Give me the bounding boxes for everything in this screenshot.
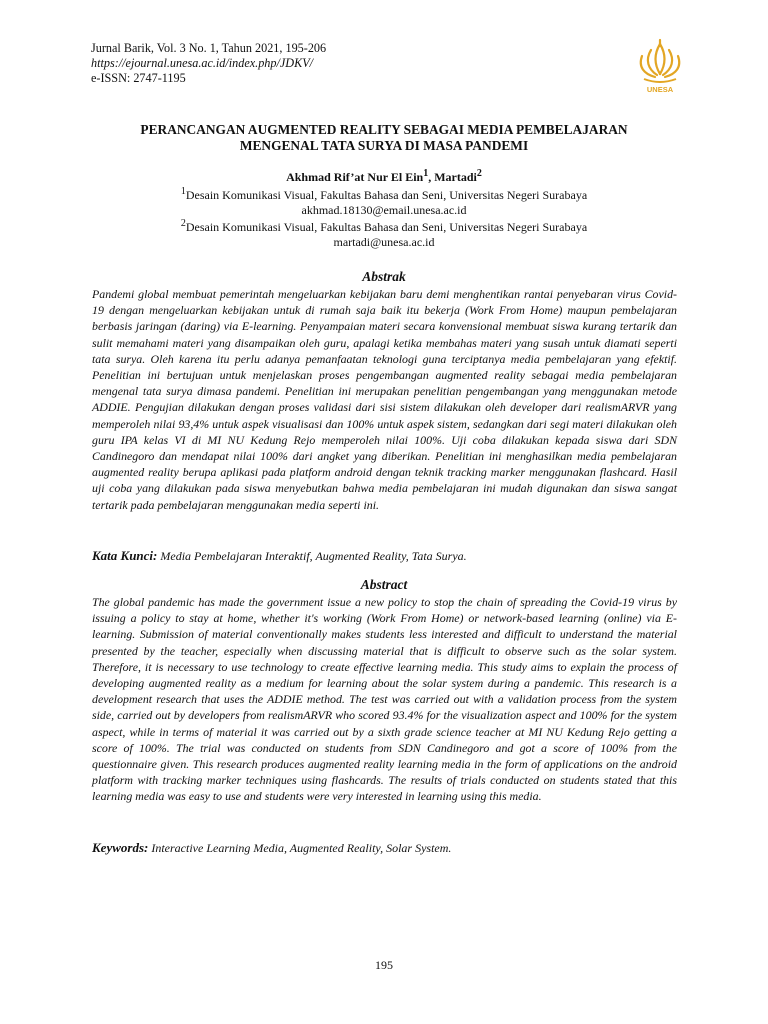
paper-title	[80, 122, 688, 154]
affiliation-2	[80, 217, 688, 235]
email-2[interactable]: martadi@unesa.ac.id	[333, 235, 435, 250]
kata-kunci-label: Kata Kunci:	[92, 548, 158, 563]
affiliation-2-sup: 2	[180, 218, 186, 230]
page-number: 195	[375, 958, 393, 972]
keywords-label: Keywords:	[92, 840, 149, 855]
affiliation-2-text: Desain Komunikasi Visual, Fakultas Bahasa dan Seni, Universitas Negeri Surabaya	[185, 220, 588, 235]
author-1: Akhmad Rif’at Nur El Ein	[286, 170, 424, 184]
keywords	[92, 840, 677, 856]
title-line-1: PERANCANGAN AUGMENTED REALITY SEBAGAI MEDIA PEMBELAJARAN	[140, 122, 628, 137]
abstrak-text: Pandemi global membuat pemerintah mengeluarkan kebijakan baru demi menghentikan rantai penyebaran virus Covid-19 dengan mengeluarkan kebijakan untuk di rumah saja baik itu bekerja (Work From Home) maupun pembelajaran berbasis jaringan (daring) via E-learning. Penyampaian materi secara konvensional membuat siswa kurang tertarik dan sulit memahami materi yang disampaikan oleh guru, apalagi ketika membahas materi yang susah untuk diamati seperti tata surya. Oleh karena itu perlu adanya pemanfaatan teknologi guna terciptanya media pembelajaran yang efektif. Penelitian ini bertujuan untuk menjelaskan proses pengembangan augmented reality sebagai media pembelajaran mengenal tata surya dimasa pandemi. Penelitian ini merupakan penelitian pengembangan yang menggunakan metode ADDIE. Pengujian dilakukan dengan proses validasi dari sisi sistem dilakukan oleh developer dari realismARVR yang memperoleh nilai 93,4% untuk aspek visualisasi dan 100% untuk aspek sistem, sedangkan dari segi materi dilakukan oleh guru IPA kelas VI di MI NU Kedung Rejo memperoleh nilai 100%. Uji coba dilakukan kepada siswa dari SDN Candinegoro dan mendapat nilai 100% dari angket yang diberikan. Penelitian ini menghasilkan media pembelajaran augmented reality berupa aplikasi pada platform android dengan teknik tracking marker menggunakan flashcard. Hasil uji coba yang dilakukan pada siswa menyebutkan bahwa media pembelajaran ini mudah digunakan dan siswa sangat tertarik pada pembelajaran menggunakan media seperti ini.	[92, 287, 677, 512]
author-names	[80, 167, 688, 185]
affiliation-1-text: Desain Komunikasi Visual, Fakultas Bahasa dan Seni, Universitas Negeri Surabaya	[185, 187, 588, 202]
author-2-sup: 2	[476, 168, 482, 179]
keywords-text: Interactive Learning Media, Augmented Reality, Solar System.	[151, 841, 452, 855]
kata-kunci	[92, 548, 677, 564]
journal-issn: e-ISSN: 2747-1195	[91, 71, 186, 85]
title-line-2: MENGENAL TATA SURYA DI MASA PANDEMI	[239, 138, 529, 153]
author-block	[80, 167, 688, 250]
affiliation-1	[80, 185, 688, 203]
journal-citation: Jurnal Barik, Vol. 3 No. 1, Tahun 2021, 195-206	[91, 41, 327, 55]
kata-kunci-text: Media Pembelajaran Interaktif, Augmented Reality, Tata Surya.	[160, 549, 467, 563]
author-separator: ,	[428, 170, 435, 184]
author-2: Martadi	[434, 170, 477, 184]
abstract-heading: Abstract	[360, 577, 408, 592]
logo-text: UNESA	[646, 85, 674, 94]
journal-header	[91, 41, 326, 86]
affiliation-1-sup: 1	[180, 185, 186, 197]
abstract-text: The global pandemic has made the government issue a new policy to stop the chain of spreading the Covid-19 virus by issuing a policy to stay at home, whether it's working (Work From Home) or network-based learning (online) via E-learning. Submission of material conventionally makes students less interested and difficult to understand the material presented by the teacher, especially when discussing material that is difficult to observe such as the solar system. Therefore, it is necessary to use technology to create effective learning media. This study aims to explain the process of developing augmented reality as a medium for learning about the solar system during a pandemic. This research is a development research that uses the ADDIE method. The test was carried out with a validation process from the system side, carried out by developers from realismARVR who scored 93.4% for the visualization aspect and 100% for the system aspect, while in terms of material it was carried out by a sixth grade science teacher at MI NU Kedung Rejo getting a score of 100%. The trial was conducted on students from SDN Candinegoro and got a score of 100% from the questionnaire given. This research produces augmented reality learning media in the form of applications on the android platform with tracking marker techniques using flashcards. The results of trials conducted on students stated that this learning media was easy to use and students were very interested in learning using this media.	[92, 595, 677, 804]
email-1[interactable]: akhmad.18130@email.unesa.ac.id	[301, 202, 467, 217]
journal-url[interactable]: https://ejournal.unesa.ac.id/index.php/JDKV/	[91, 56, 314, 70]
abstrak-heading: Abstrak	[362, 269, 406, 284]
unesa-logo	[630, 36, 690, 96]
author-1-sup: 1	[423, 168, 429, 179]
